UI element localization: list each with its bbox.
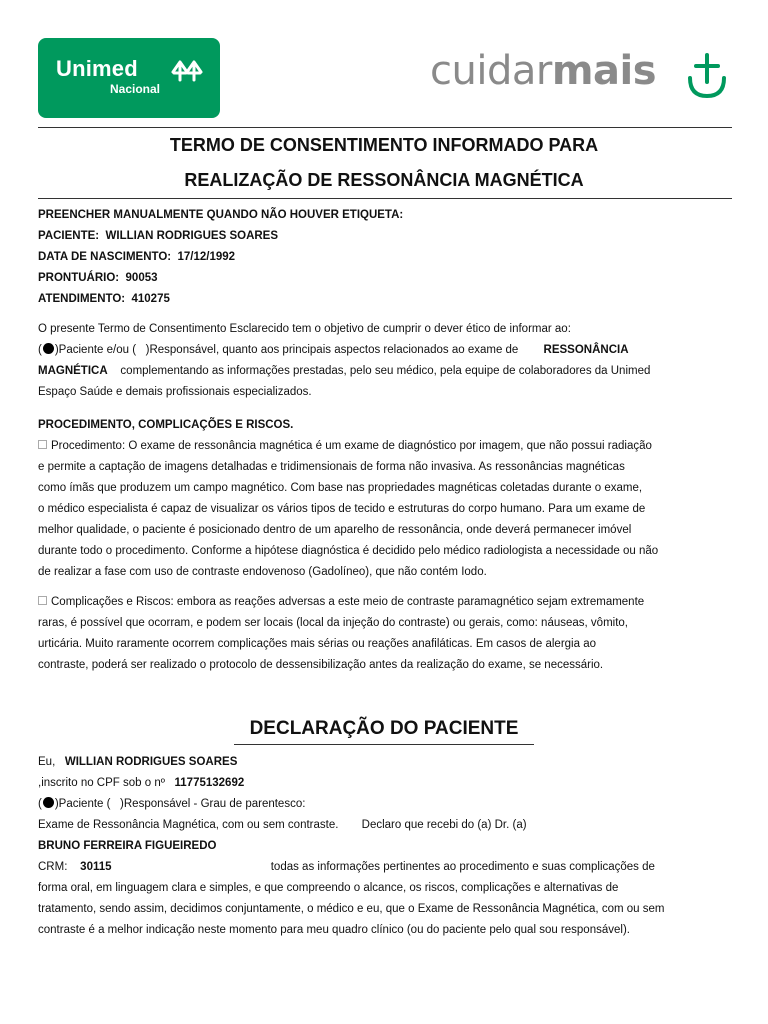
- eu-label: Eu,: [38, 756, 56, 768]
- paren-open: (: [38, 798, 42, 810]
- procedure-line: de realizar a fase com uso de contraste endovenoso (Gadolíneo), que não contém Iodo.: [38, 566, 487, 578]
- procedure-line: durante todo o procedimento. Conforme a hipótese diagnóstica é decidido pelo médico radiologista a necessidade ou não: [38, 545, 659, 557]
- risks-line: [38, 592, 732, 613]
- exam-row: [38, 815, 732, 836]
- intro-line-2: [38, 340, 732, 361]
- declaration-title: DECLARAÇÃO DO PACIENTE: [234, 718, 534, 745]
- received-line: Declaro que recebi do (a) Dr. (a): [361, 819, 527, 831]
- risks-line: raras, é possível que ocorram, e podem ser locais (local da injeção do contraste) ou gerais, como: náuseas, vômito,: [38, 617, 628, 629]
- exam-name-part1: RESSONÂNCIA: [543, 344, 629, 356]
- visit-label: ATENDIMENTO:: [38, 293, 126, 305]
- procedure-line: [38, 436, 732, 457]
- intro-line-3: [38, 361, 732, 382]
- crm-rest-text: todas as informações pertinentes ao procedimento e suas complicações de: [270, 861, 655, 873]
- intro-line-3-text: complementando as informações prestadas, pelo seu médico, pela equipe de colaboradores da Unimed: [120, 365, 651, 377]
- dob-label: DATA DE NASCIMENTO:: [38, 251, 172, 263]
- brand-bold-text: mais: [551, 48, 657, 94]
- paren-open: (: [38, 344, 42, 356]
- title-bottom-rule: [38, 198, 732, 199]
- record-row: [38, 271, 158, 285]
- cpf-value: 11775132692: [174, 777, 245, 789]
- exam-line: Exame de Ressonância Magnética, com ou sem contraste.: [38, 819, 339, 831]
- crm-label: CRM:: [38, 861, 68, 873]
- risks-line: urticária. Muito raramente ocorrem complicações mais sérias ou reações anafiláticas. Em casos de alergia ao: [38, 638, 596, 650]
- record-label: PRONTUÁRIO:: [38, 272, 120, 284]
- record-value: 90053: [125, 272, 158, 284]
- checkbox-icon: [38, 440, 47, 449]
- role-patient-option: )Paciente (: [54, 798, 111, 810]
- checkbox-icon: [38, 596, 47, 605]
- cpf-row: [38, 773, 732, 794]
- fill-instruction: PREENCHER MANUALMENTE QUANDO NÃO HOUVER ETIQUETA:: [38, 209, 404, 221]
- procedure-line: e permite a captação de imagens detalhadas e tridimensionais de forma não invasiva. As ressonâncias magnéticas: [38, 461, 625, 473]
- procedure-paragraph: [38, 436, 732, 583]
- page-title-line2: REALIZAÇÃO DE RESSONÂNCIA MAGNÉTICA: [184, 170, 584, 190]
- risks-paragraph: [38, 592, 732, 676]
- declaration-line: tratamento, sendo assim, decidimos conjuntamente, o médico e eu, que o Exame de Ressonância Magnética, com ou sem: [38, 903, 665, 915]
- brand-light-text: cuidar: [430, 48, 552, 94]
- patient-option: )Paciente e/ou (: [54, 344, 137, 356]
- intro-line-4: Espaço Saúde e demais profissionais especializados.: [38, 386, 312, 398]
- cpf-label: ,inscrito no CPF sob o nº: [38, 777, 165, 789]
- declarant-name: WILLIAN RODRIGUES SOARES: [64, 756, 238, 768]
- title-top-rule: [38, 127, 732, 128]
- procedure-line: melhor qualidade, o paciente é posicionado dentro de um aparelho de ressonância, onde deverá permanecer imóvel: [38, 524, 632, 536]
- dob-row: [38, 250, 235, 264]
- patient-name-row: [38, 229, 278, 243]
- visit-value: 410275: [131, 293, 170, 305]
- role-row: [38, 794, 732, 815]
- exam-name-part2: MAGNÉTICA: [38, 365, 108, 377]
- responsible-option: )Responsável, quanto aos principais aspectos relacionados ao exame de: [145, 344, 519, 356]
- cuidarmais-logo: [430, 48, 656, 104]
- crm-row: [38, 857, 732, 878]
- role-responsible-option: )Responsável - Grau de parentesco:: [120, 798, 306, 810]
- unimed-tree-icon: [171, 58, 203, 82]
- declaration-paragraph: [38, 752, 732, 941]
- dob-value: 17/12/1992: [177, 251, 236, 263]
- unimed-logo: [38, 38, 220, 118]
- procedure-heading: PROCEDIMENTO, COMPLICAÇÕES E RISCOS.: [38, 419, 294, 431]
- smile-cross-icon: [686, 52, 728, 100]
- unimed-logo-subtitle: Nacional: [110, 82, 161, 96]
- visit-row: [38, 292, 170, 306]
- patient-name: WILLIAN RODRIGUES SOARES: [105, 230, 279, 242]
- procedure-line: o médico especialista é capaz de visualizar os vários tipos de tecido e estruturas do corpo humano. Para um exame de: [38, 503, 646, 515]
- declaration-line: forma oral, em linguagem clara e simples, e que compreendo o alcance, os riscos, complicações e alternativas de: [38, 882, 619, 894]
- intro-line-1: O presente Termo de Consentimento Esclarecido tem o objetivo de cumprir o dever ético de informar ao:: [38, 323, 571, 335]
- intro-paragraph: [38, 319, 732, 403]
- crm-value: 30115: [80, 861, 112, 873]
- patient-checked-mark: [43, 797, 54, 808]
- declaration-name-row: [38, 752, 732, 773]
- declaration-line: contraste é a melhor indicação neste momento para meu quadro clínico (ou do paciente pelo qual sou responsável).: [38, 924, 630, 936]
- risks-line: contraste, poderá ser realizado o protocolo de dessensibilização antes da realização do exame, se necessário.: [38, 659, 604, 671]
- procedure-line: como ímãs que produzem um campo magnético. Com base nas propriedades magnéticas coletadas durante o exame,: [38, 482, 643, 494]
- doctor-name: BRUNO FERREIRA FIGUEIREDO: [38, 840, 217, 852]
- patient-name-label: PACIENTE:: [38, 230, 100, 242]
- risks-line-text: Complicações e Riscos: embora as reações adversas a este meio de contraste paramagnético sejam extremamente: [51, 596, 645, 608]
- page-title-line1: TERMO DE CONSENTIMENTO INFORMADO PARA: [169, 135, 599, 155]
- procedure-line-text: Procedimento: O exame de ressonância magnética é um exame de diagnóstico por imagem, que não possui radiação: [51, 440, 652, 452]
- unimed-logo-text: Unimed: [56, 56, 138, 81]
- patient-checked-mark: [43, 343, 54, 354]
